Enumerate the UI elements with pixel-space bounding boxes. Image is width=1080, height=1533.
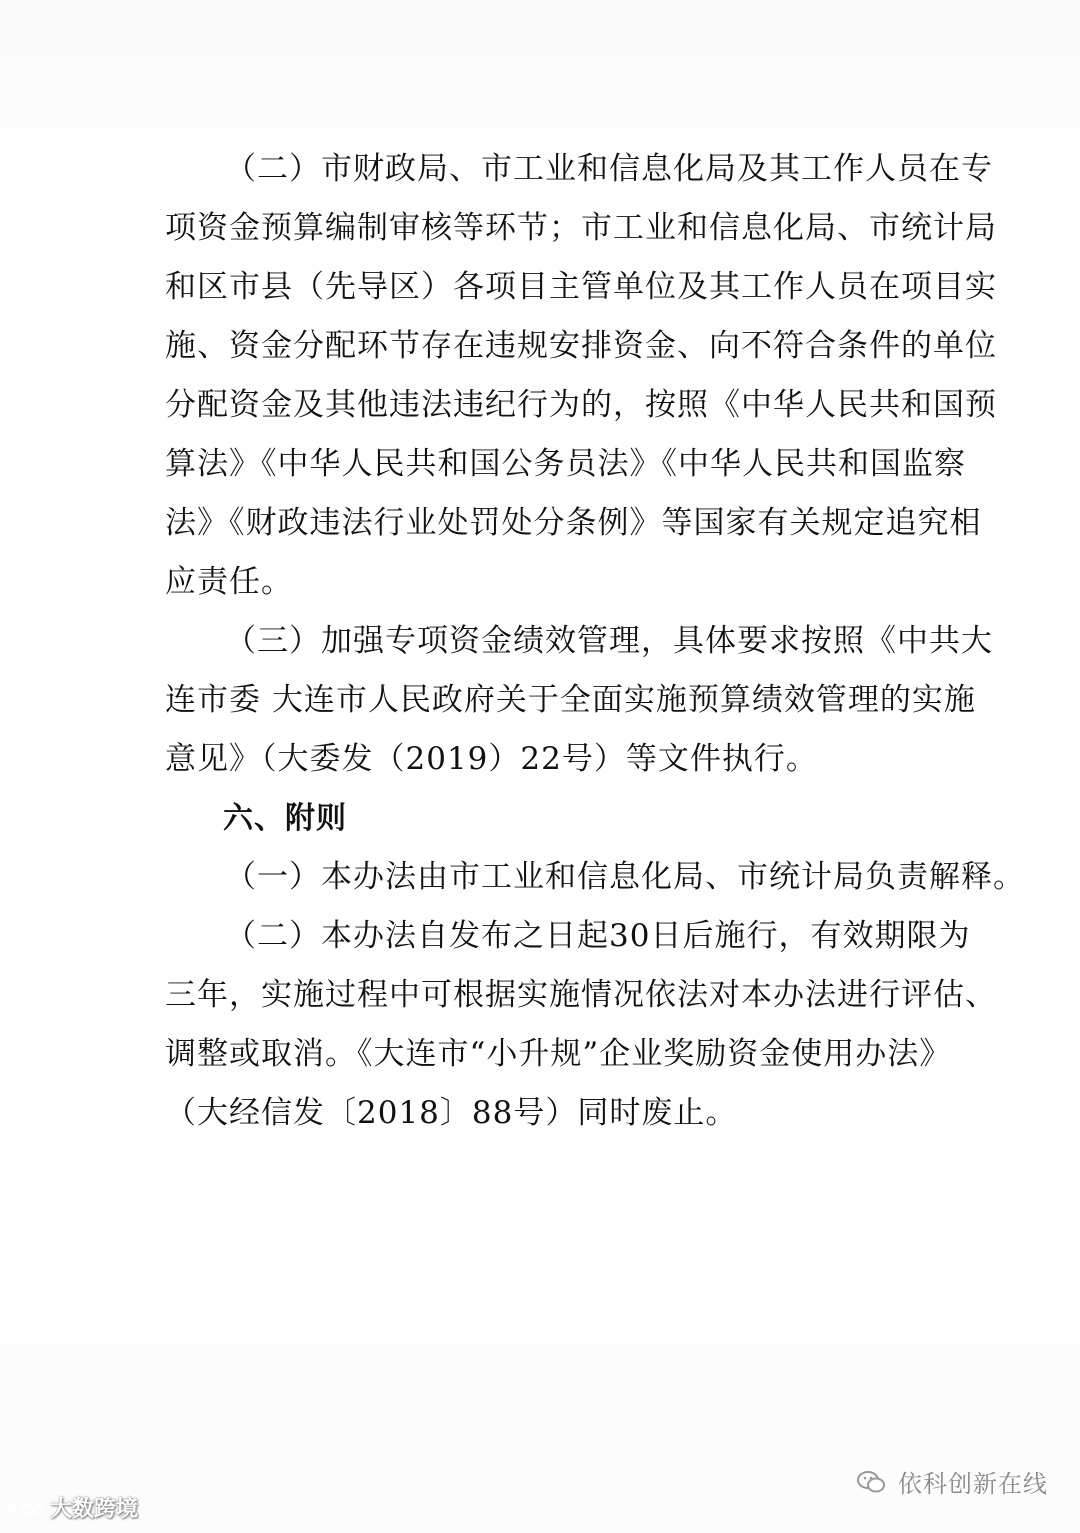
- paragraph-interpretation: [165, 848, 1025, 907]
- text-line: （大经信发〔2018〕88号）同时废止。: [165, 1095, 738, 1131]
- text-line: 调整或取消。《大连市“小升规”企业奖励资金使用办法》: [165, 1036, 952, 1072]
- paragraph-accountability: [165, 140, 997, 612]
- text-line: 应责任。: [165, 564, 293, 600]
- text-line: 连市委 大连市人民政府关于全面实施预算绩效管理的实施: [165, 682, 976, 718]
- text-line: 项资金预算编制审核等环节；市工业和信息化局、市统计局: [165, 210, 997, 246]
- text-line: （三）加强专项资金绩效管理，具体要求按照《中共大: [225, 623, 993, 659]
- wechat-icon: [856, 1469, 886, 1495]
- text-line: （二）市财政局、市工业和信息化局及其工作人员在专: [225, 151, 993, 187]
- section-heading: 六、附则: [223, 801, 347, 836]
- text-line: 三年，实施过程中可根据实施情况依法对本办法进行评估、: [165, 977, 997, 1013]
- paragraph-performance: [165, 612, 993, 789]
- text-line: （一）本办法由市工业和信息化局、市统计局负责解释。: [225, 859, 1025, 895]
- text-line: 算法》《中华人民共和国公务员法》《中华人民共和国监察: [165, 446, 966, 482]
- text-line: （二）本办法自发布之日起30日后施行，有效期限为: [225, 918, 971, 954]
- brand-watermark: [8, 1492, 138, 1523]
- text-line: 施、资金分配环节存在违规安排资金、向不符合条件的单位: [165, 328, 997, 364]
- text-line: 法》《财政违法行业处罚处分条例》等国家有关规定追究相: [165, 505, 982, 541]
- text-line: 和区市县（先导区）各项目主管单位及其工作人员在项目实: [165, 269, 997, 305]
- text-line: 意见》（大委发（2019）22号）等文件执行。: [165, 741, 818, 777]
- wechat-watermark: [856, 1464, 1048, 1499]
- brand-watermark-text: 大数跨境: [50, 1497, 139, 1522]
- text-line: 分配资金及其他违法违纪行为的，按照《中华人民共和国预: [165, 387, 997, 423]
- wechat-account-name: 依科创新在线: [898, 1470, 1048, 1498]
- document-body: [165, 140, 1025, 1143]
- paragraph-effective-date: [165, 907, 997, 1143]
- brand-logo-icon: [8, 1497, 44, 1519]
